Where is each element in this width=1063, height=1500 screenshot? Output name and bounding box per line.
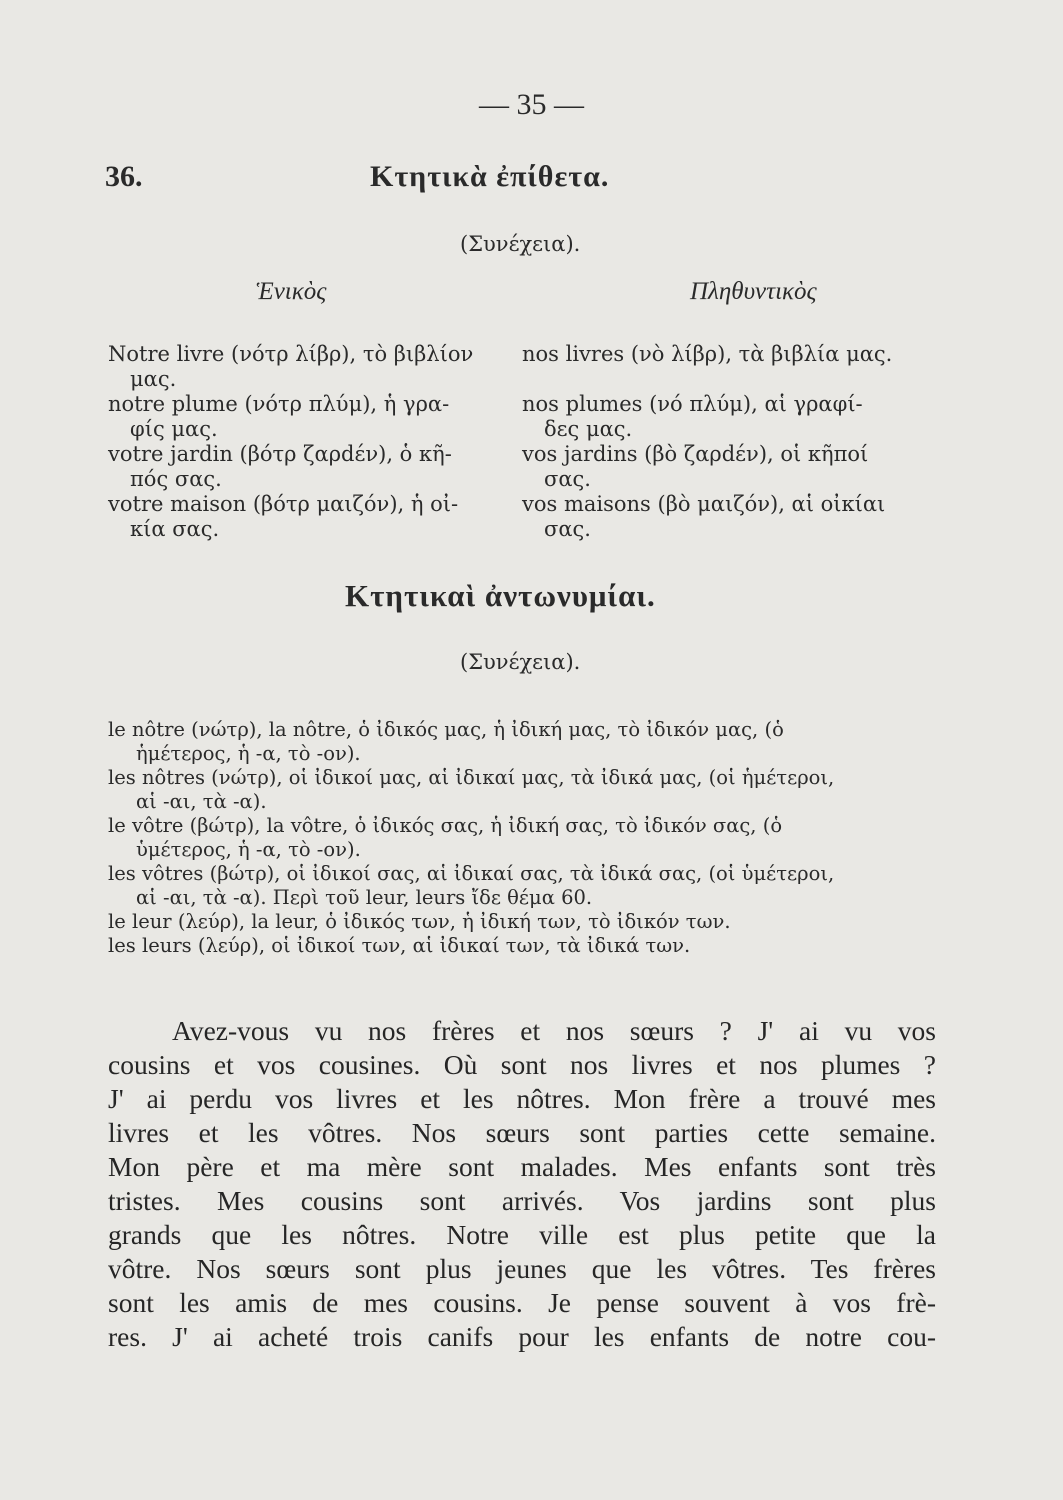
pronouns-title: Κτητικαὶ ἀντωνυμίαι. bbox=[345, 578, 656, 613]
singular-entry bbox=[108, 342, 498, 392]
exercise-paragraph bbox=[108, 1014, 936, 1354]
plural-entry bbox=[522, 342, 942, 392]
exercise-line: grands que les nôtres. Notre ville est plus petite que la bbox=[108, 1219, 936, 1250]
plural-heading: Πληθυντικὸς bbox=[690, 278, 817, 305]
pronoun-entry bbox=[108, 718, 943, 766]
section-title: Κτητικὰ ἐπίθετα. bbox=[370, 160, 610, 193]
singular-entry bbox=[108, 442, 498, 492]
entry-continuation: ὑμέτερος, ἡ -α, τὸ -ον). bbox=[136, 838, 361, 861]
entry-line: vos maisons (βὸ μαιζόν), αἱ οἰκίαι bbox=[522, 492, 886, 516]
exercise-line: cousins et vos cousines. Où sont nos livres et nos plumes ? bbox=[108, 1049, 936, 1080]
plural-entry bbox=[522, 492, 942, 542]
entry-line: nos plumes (νό πλύμ), αἱ γραφί- bbox=[522, 392, 863, 416]
pronoun-entry bbox=[108, 766, 943, 814]
entry-line: les nôtres (νώτρ), οἱ ἰδικοί μας, αἱ ἰδικαί μας, τὰ ἰδικά μας, (οἱ ἡμέτεροι, bbox=[108, 766, 835, 789]
exercise-line: tristes. Mes cousins sont arrivés. Vos jardins sont plus bbox=[108, 1185, 936, 1216]
singular-entry bbox=[108, 392, 498, 442]
singular-column bbox=[108, 342, 498, 542]
plural-entry bbox=[522, 442, 942, 492]
entry-continuation: ἡμέτερος, ἡ -α, τὸ -ον). bbox=[136, 742, 361, 765]
entry-line: votre jardin (βότρ ζαρdέν), ὁ κῆ- bbox=[108, 442, 452, 466]
plural-column bbox=[522, 342, 942, 542]
section-subtitle: (Συνέχεια). bbox=[460, 232, 581, 256]
exercise-line: res. J' ai acheté trois canifs pour les enfants de notre cou- bbox=[108, 1321, 936, 1352]
entry-continuation: πός σας. bbox=[130, 467, 222, 491]
entry-continuation bbox=[522, 367, 942, 392]
entry-line: les leurs (λεύρ), οἱ ἰδικοί των, αἱ ἰδικαί των, τὰ ἰδικά των. bbox=[108, 934, 691, 957]
entry-line: vos jardins (βὸ ζαρdέν), οἱ κῆποί bbox=[522, 442, 869, 466]
pronouns-subtitle: (Συνέχεια). bbox=[460, 650, 581, 674]
entry-continuation: σας. bbox=[544, 467, 591, 491]
entry-line: le vôtre (βώτρ), la vôtre, ὁ ἰδικός σας, ἡ ἰδική σας, τὸ ἰδικόν σας, (ὁ bbox=[108, 814, 783, 837]
entry-continuation: δες μας. bbox=[544, 417, 633, 441]
entry-continuation: μας. bbox=[130, 367, 177, 391]
pronoun-entry bbox=[108, 814, 943, 862]
pronouns-list bbox=[108, 718, 943, 958]
page-number: — 35 — bbox=[479, 88, 584, 121]
exercise-line: Avez-vous vu nos frères et nos sœurs ? J' ai vu vos bbox=[172, 1015, 936, 1046]
exercise-line: vôtre. Nos sœurs sont plus jeunes que les vôtres. Tes frères bbox=[108, 1253, 936, 1284]
entry-line: votre maison (βότρ μαιζόν), ἡ οἰ- bbox=[108, 492, 459, 516]
section-number: 36. bbox=[105, 160, 143, 193]
plural-entry bbox=[522, 392, 942, 442]
exercise-line: sont les amis de mes cousins. Je pense souvent à vos frè- bbox=[108, 1287, 936, 1318]
entry-continuation: αἱ -αι, τὰ -α). Περὶ τοῦ leur, leurs ἴδε θέμα 60. bbox=[136, 886, 593, 909]
singular-entry bbox=[108, 492, 498, 542]
entry-line: notre plume (νότρ πλύμ), ἡ γρα- bbox=[108, 392, 450, 416]
entry-continuation: φίς μας. bbox=[130, 417, 218, 441]
entry-continuation: σας. bbox=[544, 517, 591, 541]
entry-line: nos livres (νὸ λίβρ), τὰ βιβλία μας. bbox=[522, 342, 893, 366]
exercise-line: livres et les vôtres. Nos sœurs sont parties cette semaine. bbox=[108, 1117, 936, 1148]
entry-continuation: αἱ -αι, τὰ -α). bbox=[136, 790, 267, 813]
exercise-line: Mon père et ma mère sont malades. Mes enfants sont très bbox=[108, 1151, 936, 1182]
entry-continuation: κία σας. bbox=[130, 517, 220, 541]
entry-line: les vôtres (βώτρ), οἱ ἰδικοί σας, αἱ ἰδικαί σας, τὰ ἰδικά σας, (οἱ ὑμέτεροι, bbox=[108, 862, 835, 885]
pronoun-entry bbox=[108, 910, 943, 934]
pronoun-entry bbox=[108, 862, 943, 910]
entry-line: Notre livre (νότρ λίβρ), τὸ βιβλίον bbox=[108, 342, 474, 366]
singular-heading: Ἑνικὸς bbox=[256, 278, 327, 305]
exercise-line: J' ai perdu vos livres et les nôtres. Mon frère a trouvé mes bbox=[108, 1083, 936, 1114]
entry-line: le nôtre (νώτρ), la nôtre, ὁ ἰδικός μας, ἡ ἰδική μας, τὸ ἰδικόν μας, (ὁ bbox=[108, 718, 784, 741]
pronoun-entry bbox=[108, 934, 943, 958]
entry-line: le leur (λεύρ), la leur, ὁ ἰδικός των, ἡ ἰδική των, τὸ ἰδικόν των. bbox=[108, 910, 731, 933]
